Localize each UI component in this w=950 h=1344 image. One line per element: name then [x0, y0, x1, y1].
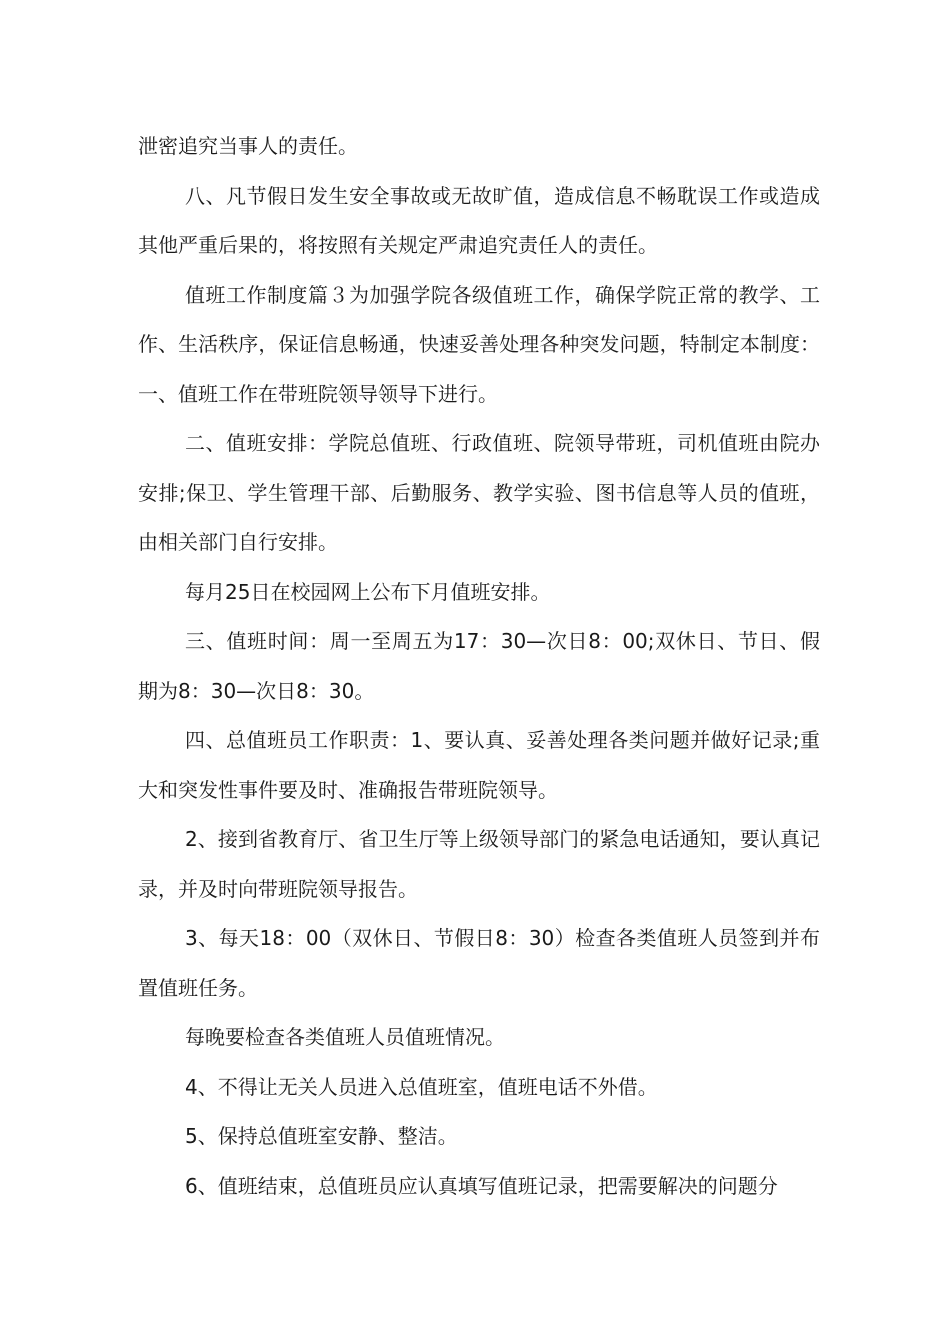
paragraph-3: 值班工作制度篇３为加强学院各级值班工作，确保学院正常的教学、工作、生活秩序，保证信息畅通，快速妥善处理各种突发问题，特制定本制度：一、值班工作在带班院领导领导下进行。 — [138, 282, 820, 406]
paragraph-9: 3、每天18：00（双休日、节假日8：30）检查各类值班人员签到并布置值班任务。 — [138, 926, 820, 1000]
paragraph-8: 2、接到省教育厅、省卫生厅等上级领导部门的紧急电话通知，要认真记录，并及时向带班院领导报告。 — [138, 827, 820, 901]
paragraph-11: 4、不得让无关人员进入总值班室，值班电话不外借。 — [185, 1074, 658, 1099]
paragraph-2: 八、凡节假日发生安全事故或无故旷值，造成信息不畅耽误工作或造成其他严重后果的，将按照有关规定严肃追究责任人的责任。 — [138, 183, 820, 257]
paragraph-12: 5、保持总值班室安静、整洁。 — [185, 1124, 458, 1148]
paragraph-10: 每晚要检查各类值班人员值班情况。 — [185, 1025, 505, 1049]
paragraph-7: 四、总值班员工作职责：1、要认真、妥善处理各类问题并做好记录;重大和突发性事件要及时、准确报告带班院领导。 — [138, 728, 820, 802]
paragraph-1: 泄密追究当事人的责任。 — [138, 134, 358, 158]
paragraph-4: 二、值班安排：学院总值班、行政值班、院领导带班，司机值班由院办安排;保卫、学生管理干部、后勤服务、教学实验、图书信息等人员的值班，由相关部门自行安排。 — [138, 431, 820, 554]
paragraph-6: 三、值班时间：周一至周五为17：30—次日8：00;双休日、节日、假期为8：30—次日8：30。 — [138, 629, 820, 703]
paragraph-5: 每月25日在校园网上公布下月值班安排。 — [185, 579, 551, 604]
paragraph-13: 6、值班结束，总值班员应认真填写值班记录，把需要解决的问题分 — [185, 1173, 778, 1198]
document-body — [138, 122, 820, 1211]
